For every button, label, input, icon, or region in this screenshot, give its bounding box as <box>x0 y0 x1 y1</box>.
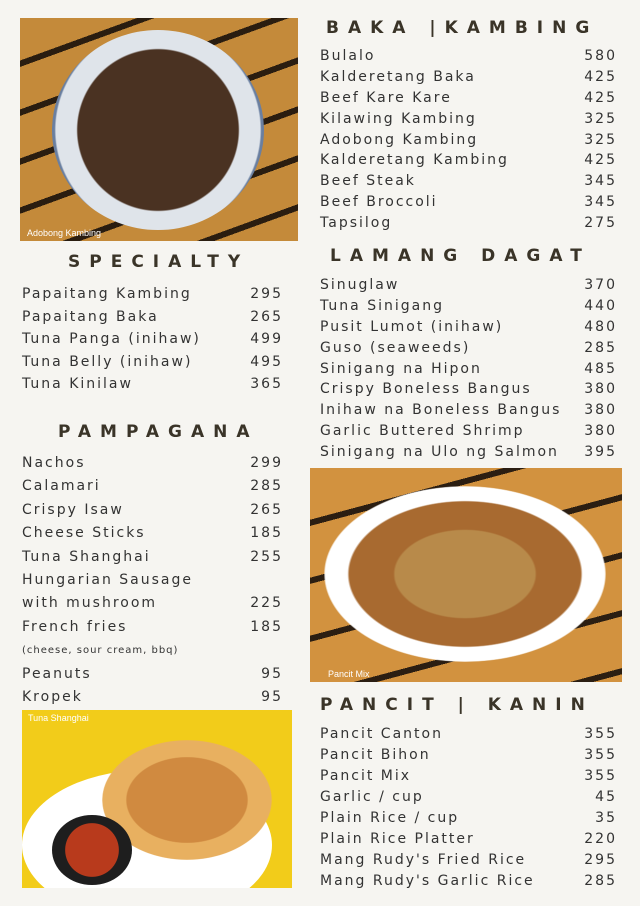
menu-item <box>22 452 283 475</box>
menu-item-price: 45 <box>595 789 617 805</box>
menu-item <box>22 663 283 686</box>
menu-item-name: Kropek <box>22 688 83 705</box>
menu-item-price: 480 <box>584 318 617 335</box>
menu-item-name: Plain Rice / cup <box>320 810 460 826</box>
adobong-kambing-photo <box>20 18 298 241</box>
menu-item <box>22 546 283 569</box>
menu-item <box>320 745 617 766</box>
menu-item <box>22 351 283 374</box>
menu-item-price: 355 <box>584 768 617 784</box>
menu-item <box>320 400 617 421</box>
menu-item <box>22 499 283 522</box>
menu-item <box>22 616 283 639</box>
menu-item-price: 220 <box>584 831 617 847</box>
menu-item <box>320 275 617 296</box>
menu-item-name: Tuna Sinigang <box>320 297 444 314</box>
lamang-dagat-list <box>320 275 617 463</box>
photo-caption: Pancit Mix <box>328 669 370 679</box>
menu-item-price: 325 <box>584 131 617 148</box>
menu-item-name: Pusit Lumot (inihaw) <box>320 318 504 335</box>
menu-item-price: 485 <box>584 360 617 377</box>
menu-item-price: 580 <box>584 48 617 64</box>
menu-item-price: 380 <box>584 381 617 398</box>
menu-item-name: Garlic / cup <box>320 789 424 805</box>
pancit-mix-photo <box>310 468 622 682</box>
menu-item-name: Hungarian Sausage <box>22 571 193 588</box>
menu-item <box>22 283 283 306</box>
menu-item-price: 425 <box>584 68 617 85</box>
menu-item <box>320 808 617 829</box>
menu-item-price: 285 <box>250 478 283 495</box>
menu-item-name: Calamari <box>22 478 101 495</box>
menu-item <box>320 296 617 317</box>
menu-item-name: Nachos <box>22 455 86 471</box>
menu-item-price: 285 <box>584 873 617 889</box>
menu-item-name: Bulalo <box>320 48 376 64</box>
menu-item-price: 499 <box>250 331 283 348</box>
section-title-specialty: SPECIALTY <box>68 252 250 272</box>
menu-item <box>22 306 283 329</box>
menu-item-name: French fries <box>22 618 128 635</box>
menu-item-name: Tuna Belly (inihaw) <box>22 353 193 370</box>
menu-item-price: 35 <box>595 810 617 826</box>
menu-item <box>320 379 617 400</box>
menu-item <box>320 317 617 338</box>
menu-item <box>22 373 283 396</box>
menu-item <box>320 766 617 787</box>
menu-item-price: 299 <box>250 455 283 471</box>
menu-item <box>320 88 617 109</box>
menu-item-price: 295 <box>250 286 283 302</box>
menu-item-price: 95 <box>261 688 283 705</box>
menu-item <box>320 787 617 808</box>
menu-item <box>320 871 617 892</box>
menu-item-name: Pancit Mix <box>320 768 412 784</box>
menu-item-name: Tuna Panga (inihaw) <box>22 331 201 348</box>
menu-item <box>320 109 617 130</box>
menu-item <box>22 592 283 615</box>
menu-item-price: 325 <box>584 110 617 127</box>
menu-item-price: 355 <box>584 726 617 742</box>
menu-item-price: 425 <box>584 89 617 106</box>
menu-item-name: Guso (seaweeds) <box>320 339 471 356</box>
menu-item-name: Garlic Buttered Shrimp <box>320 423 525 440</box>
baka-kambing-list <box>320 46 617 234</box>
menu-item-name: Plain Rice Platter <box>320 831 475 847</box>
photo-caption: Adobong Kambing <box>27 228 102 238</box>
menu-item-name: Tuna Kinilaw <box>22 376 133 393</box>
photo-caption: Tuna Shanghai <box>28 713 89 723</box>
menu-item <box>320 192 617 213</box>
menu-item <box>22 475 283 498</box>
menu-item-name: Beef Steak <box>320 173 416 190</box>
menu-item <box>320 67 617 88</box>
menu-item-name: (cheese, sour cream, bbq) <box>22 645 179 657</box>
menu-item-price: 285 <box>584 339 617 356</box>
menu-item-price: 395 <box>584 444 617 461</box>
menu-item <box>320 130 617 151</box>
menu-item-name: Adobong Kambing <box>320 131 479 148</box>
section-title-pancit-kanin: PANCIT | KANIN <box>320 695 594 715</box>
menu-item-name: Beef Kare Kare <box>320 89 452 106</box>
menu-item-name: Inihaw na Boneless Bangus <box>320 402 562 419</box>
menu-item-price: 380 <box>584 402 617 419</box>
menu-item-price: 255 <box>250 548 283 565</box>
menu-item-name: Kalderetang Kambing <box>320 152 509 169</box>
menu-item-price: 425 <box>584 152 617 169</box>
menu-item-name: Crispy Boneless Bangus <box>320 381 532 398</box>
menu-item-price: 345 <box>584 194 617 211</box>
menu-item <box>22 522 283 545</box>
menu-item-name: Sinuglaw <box>320 277 400 293</box>
tuna-shanghai-photo <box>22 710 292 888</box>
menu-item-name: Kalderetang Baka <box>320 68 476 85</box>
menu-item <box>22 639 283 662</box>
section-title-baka-kambing: BAKA |KAMBING <box>326 18 599 38</box>
menu-item-price: 370 <box>584 277 617 293</box>
menu-item-price: 185 <box>250 618 283 635</box>
menu-item-price: 265 <box>250 308 283 325</box>
menu-item-name: Cheese Sticks <box>22 525 146 542</box>
menu-item-price: 225 <box>250 595 283 612</box>
section-title-pampagana: PAMPAGANA <box>58 422 259 442</box>
menu-item-name: Beef Broccoli <box>320 194 438 211</box>
menu-item-name: Peanuts <box>22 665 92 682</box>
menu-item-name: Sinigang na Hipon <box>320 360 482 377</box>
menu-item <box>320 359 617 380</box>
menu-item <box>320 421 617 442</box>
menu-item-name: Sinigang na Ulo ng Salmon <box>320 444 559 461</box>
menu-item-name: Tuna Shanghai <box>22 548 151 565</box>
menu-item-price: 185 <box>250 525 283 542</box>
menu-item-name: Mang Rudy's Garlic Rice <box>320 873 535 889</box>
menu-item-price: 365 <box>250 376 283 393</box>
menu-item-name: Pancit Canton <box>320 726 443 742</box>
menu-item <box>320 850 617 871</box>
menu-item-name: Papaitang Baka <box>22 308 159 325</box>
pampagana-list <box>22 452 283 709</box>
menu-item <box>320 829 617 850</box>
menu-item-price: 345 <box>584 173 617 190</box>
menu-item <box>320 338 617 359</box>
pancit-kanin-list <box>320 724 617 892</box>
menu-item-price: 275 <box>584 215 617 232</box>
menu-item <box>320 724 617 745</box>
specialty-list <box>22 283 283 396</box>
menu-item-name: Crispy Isaw <box>22 501 124 518</box>
menu-item <box>320 150 617 171</box>
menu-item-name: with mushroom <box>22 595 158 612</box>
menu-item-price: 440 <box>584 297 617 314</box>
section-title-lamang-dagat: LAMANG DAGAT <box>330 246 591 266</box>
menu-item <box>22 328 283 351</box>
menu-item-price: 95 <box>261 665 283 682</box>
menu-item <box>22 569 283 592</box>
menu-item-price: 495 <box>250 353 283 370</box>
menu-item <box>320 46 617 67</box>
menu-item <box>320 213 617 234</box>
menu-item-price: 380 <box>584 423 617 440</box>
menu-item-name: Mang Rudy's Fried Rice <box>320 852 527 868</box>
menu-item-name: Tapsilog <box>320 215 393 232</box>
menu-item-price: 355 <box>584 747 617 763</box>
menu-item <box>320 442 617 463</box>
menu-item-name: Papaitang Kambing <box>22 286 192 302</box>
menu-item <box>22 686 283 709</box>
menu-item-price: 265 <box>250 501 283 518</box>
menu-item-name: Kilawing Kambing <box>320 110 477 127</box>
menu-item-name: Pancit Bihon <box>320 747 431 763</box>
menu-item-price: 295 <box>584 852 617 868</box>
menu-item <box>320 171 617 192</box>
